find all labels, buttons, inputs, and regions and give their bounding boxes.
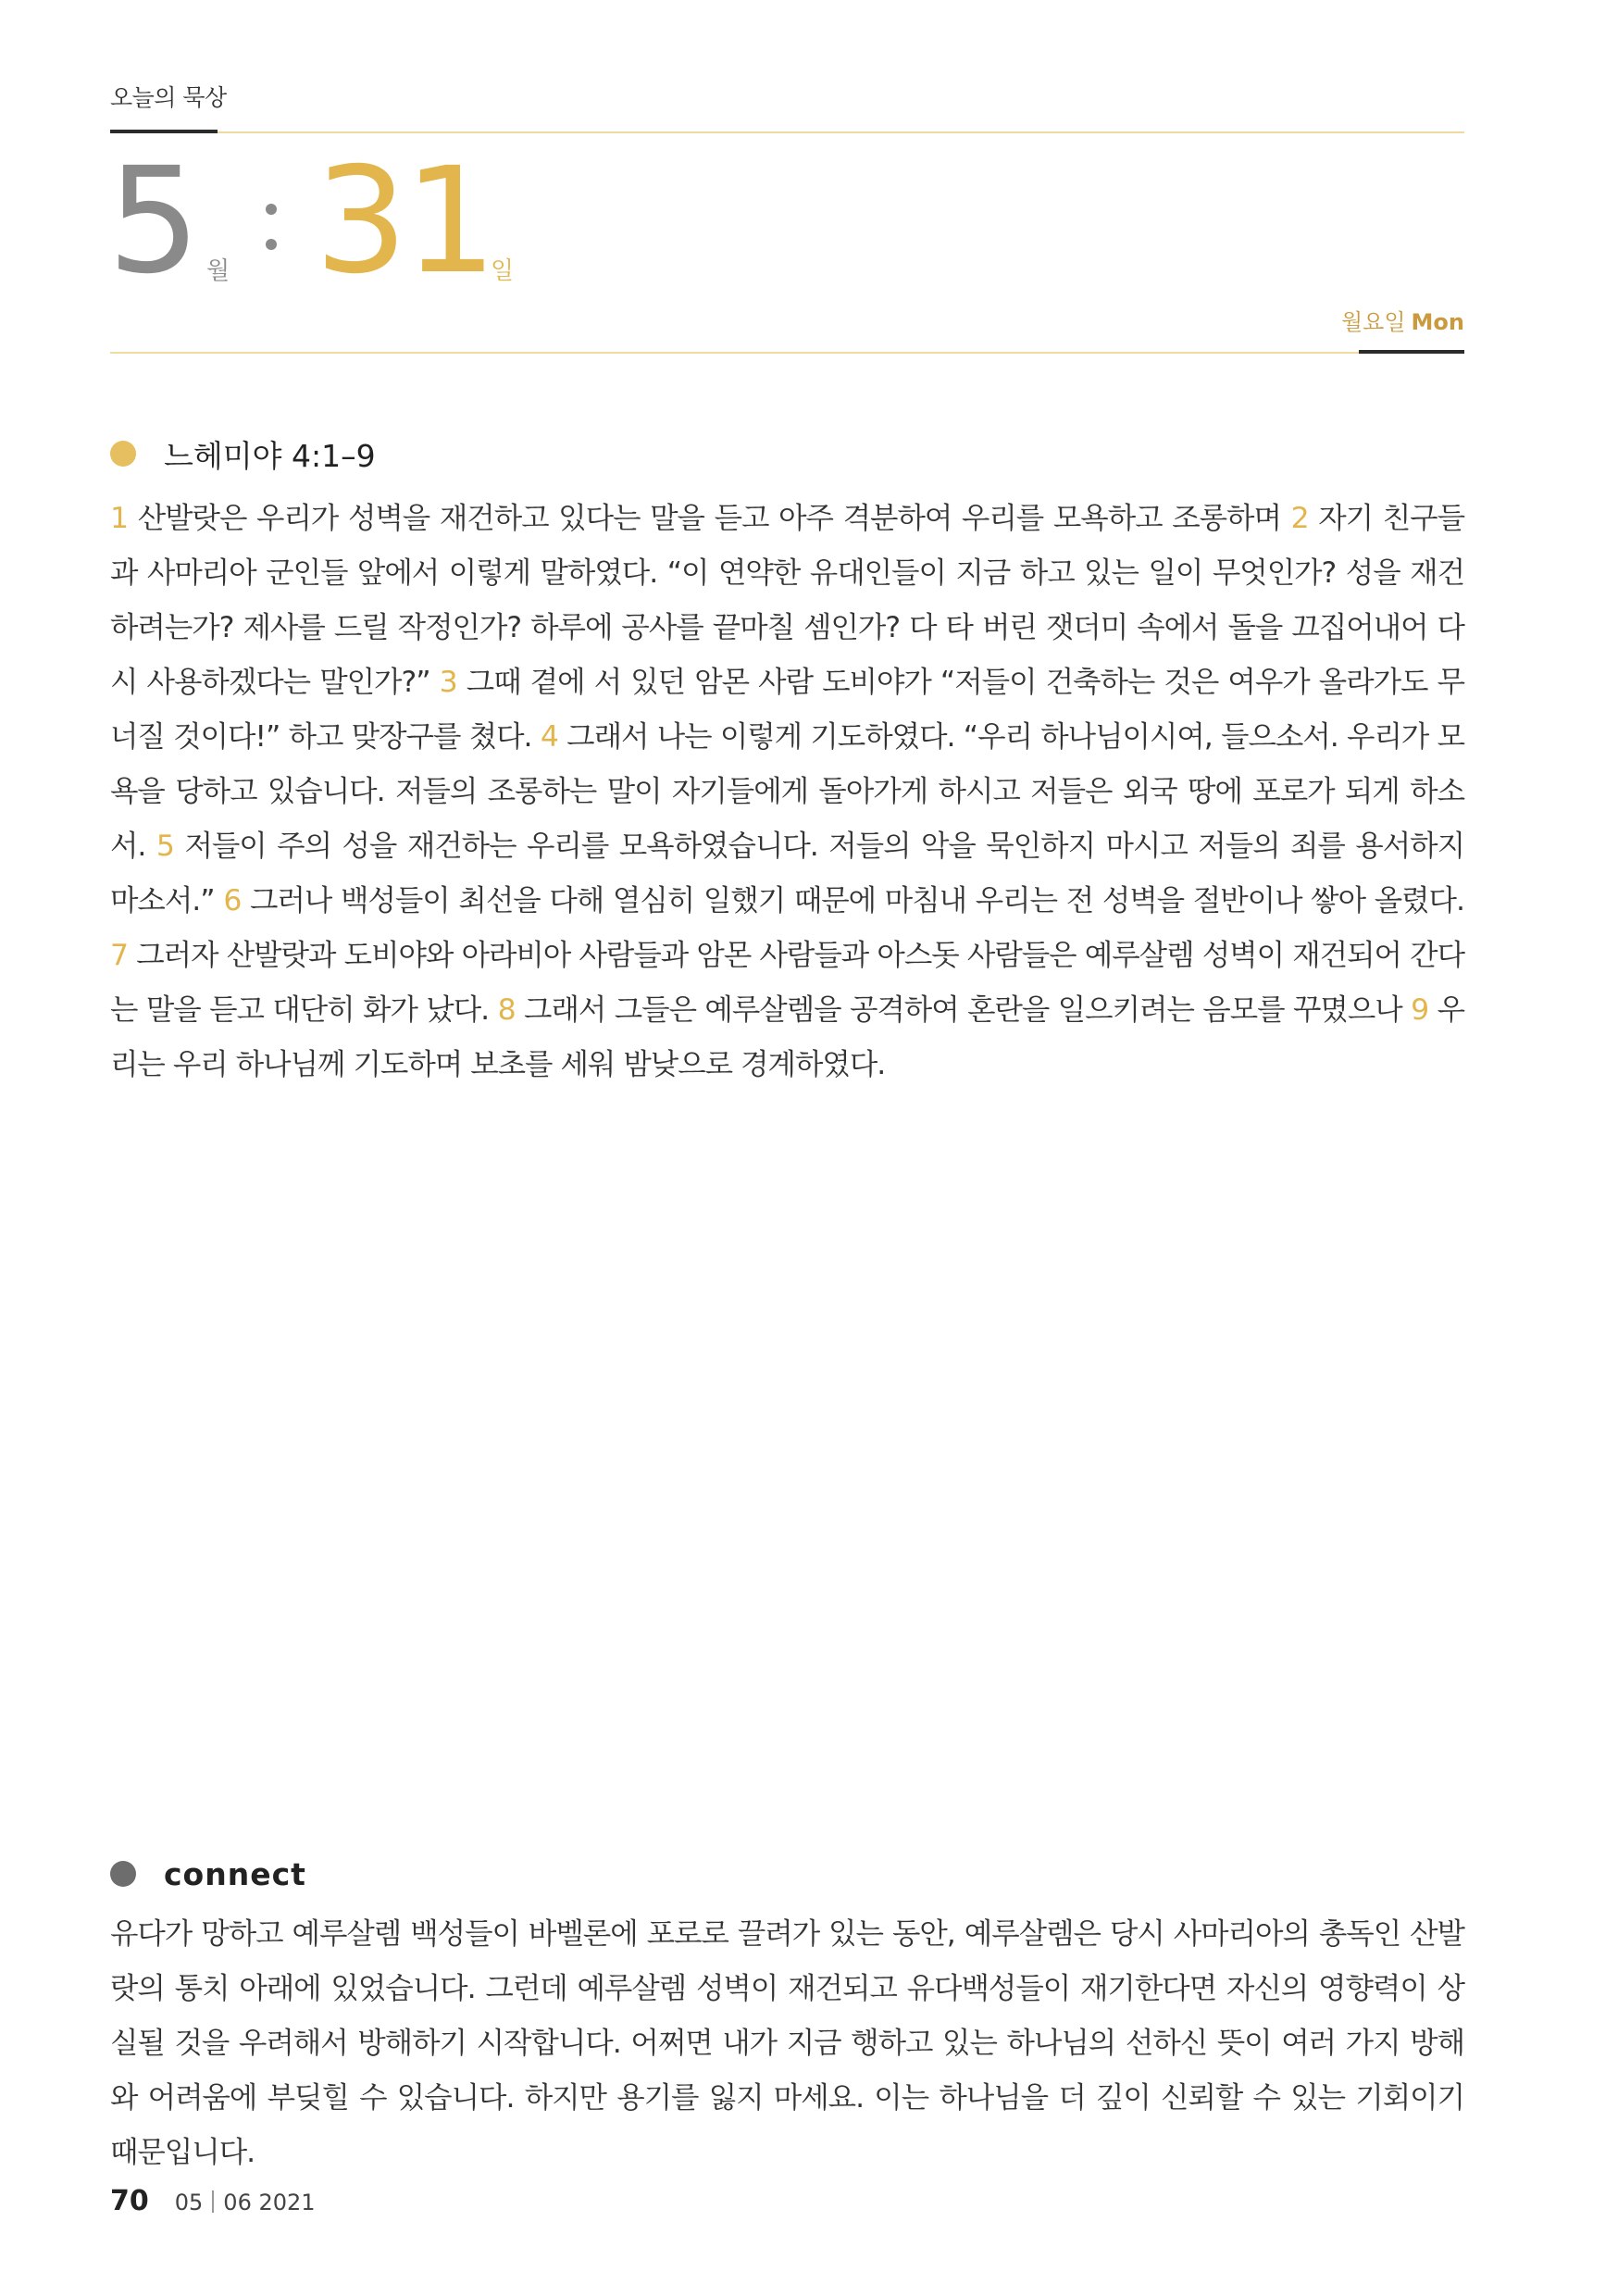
verse-number: 9 (1411, 993, 1429, 1027)
issue-date (175, 2190, 316, 2215)
gray-circle-icon (110, 1861, 136, 1887)
verse-number: 3 (439, 666, 457, 699)
issue-rest: 06 2021 (223, 2190, 316, 2215)
page-footer (110, 2185, 316, 2217)
day-unit: 일 (491, 257, 515, 285)
header-accent-line (110, 130, 218, 133)
verse-number: 8 (497, 993, 516, 1027)
month-number: 5 (107, 136, 197, 306)
verse-number: 6 (223, 884, 242, 917)
verse-number: 5 (156, 830, 174, 863)
verse-text: 그래서 나는 이렇게 기도하였다. “우리 하나님이시여, 들으소서. 우리가 모욕을 당하고 있습니다. 저들의 조롱하는 말이 자기들에게 돌아가게 하시고 저들은 외국 땅에 포로가 되게 하소서. (110, 720, 1465, 863)
weekday-en: Mon (1411, 309, 1464, 335)
scripture-reference: 느헤미야 4:1–9 (164, 437, 376, 474)
verse-number: 4 (540, 720, 558, 754)
connect-title: connect (164, 1855, 306, 1892)
month-unit: 월 (206, 257, 230, 285)
weekday-ko: 월요일 (1340, 309, 1406, 335)
verse-number: 7 (110, 939, 129, 972)
scripture-text (110, 492, 1464, 1092)
verse-text: 산발랏은 우리가 성벽을 재건하고 있다는 말을 듣고 아주 격분하여 우리를 모욕하고 조롱하며 (137, 502, 1281, 535)
page-number: 70 (110, 2185, 149, 2217)
verse-text: 그러자 산발랏과 도비야와 아라비아 사람들과 암몬 사람들과 아스돗 사람들은 예루살렘 성벽이 재건되어 간다는 말을 듣고 대단히 화가 났다. (110, 939, 1464, 1027)
connect-text: 유다가 망하고 예루살렘 백성들이 바벨론에 포로로 끌려가 있는 동안, 예루살렘은 당시 사마리아의 총독인 산발랏의 통치 아래에 있었습니다. 그런데 예루살렘 성벽이 재건되고 유다백성들이 재기한다면 자신의 영향력이 상실될 것을 우려해서 방해하기 시작합니다. 어쩌면 내가 지금 행하고 있는 하나님의 선하신 뜻이 여러 가지 방해와 어려움에 부딪힐 수 있습니다. 하지만 용기를 잃지 마세요. 이는 하나님을 더 깊이 신뢰할 수 있는 기회이기 때문입니다. (110, 1917, 1464, 2169)
gold-circle-icon (110, 441, 136, 467)
date-divider (110, 352, 1359, 354)
scripture-heading (110, 435, 376, 472)
verse-text: 그때 곁에 서 있던 암몬 사람 도비야가 “저들이 건축하는 것은 여우가 올라가도 무너질 것이다!” 하고 맞장구를 쳤다. (110, 666, 1465, 754)
verse-text: 그러나 백성들이 최선을 다해 열심히 일했기 때문에 마침내 우리는 전 성벽을 절반이나 쌓아 올렸다. (250, 884, 1465, 917)
verse-number: 2 (1290, 502, 1309, 535)
verse-text: 그래서 그들은 예루살렘을 공격하여 혼란을 일으키려는 음모를 꾸몄으나 (524, 993, 1402, 1027)
verse-text: 우리는 우리 하나님께 기도하며 보초를 세워 밤낮으로 경계하였다. (110, 993, 1465, 1081)
issue-month: 05 (174, 2190, 204, 2215)
connect-heading (110, 1855, 306, 1892)
header-divider (218, 131, 1464, 133)
date-colon-icon (266, 191, 279, 259)
day-number: 31 (315, 136, 494, 306)
verse-number: 1 (110, 502, 129, 535)
verse-text: 자기 친구들과 사마리아 군인들 앞에서 이렇게 말하였다. “이 연약한 유대인들이 지금 하고 있는 일이 무엇인가? 성을 재건하려는가? 제사를 드릴 작정인가? 하루에 공사를 끝마칠 셈인가? 다 타 버린 잿더미 속에서 돌을 끄집어내어 다시 사용하겠다는 말인가?” (110, 502, 1465, 699)
weekday-accent-line (1359, 350, 1464, 354)
verse-text: 저들이 주의 성을 재건하는 우리를 모욕하였습니다. 저들의 악을 묵인하지 마시고 저들의 죄를 용서하지 마소서.” (110, 830, 1464, 917)
weekday (1341, 304, 1464, 336)
issue-separator (212, 2190, 214, 2213)
section-label: 오늘의 묵상 (110, 84, 227, 111)
